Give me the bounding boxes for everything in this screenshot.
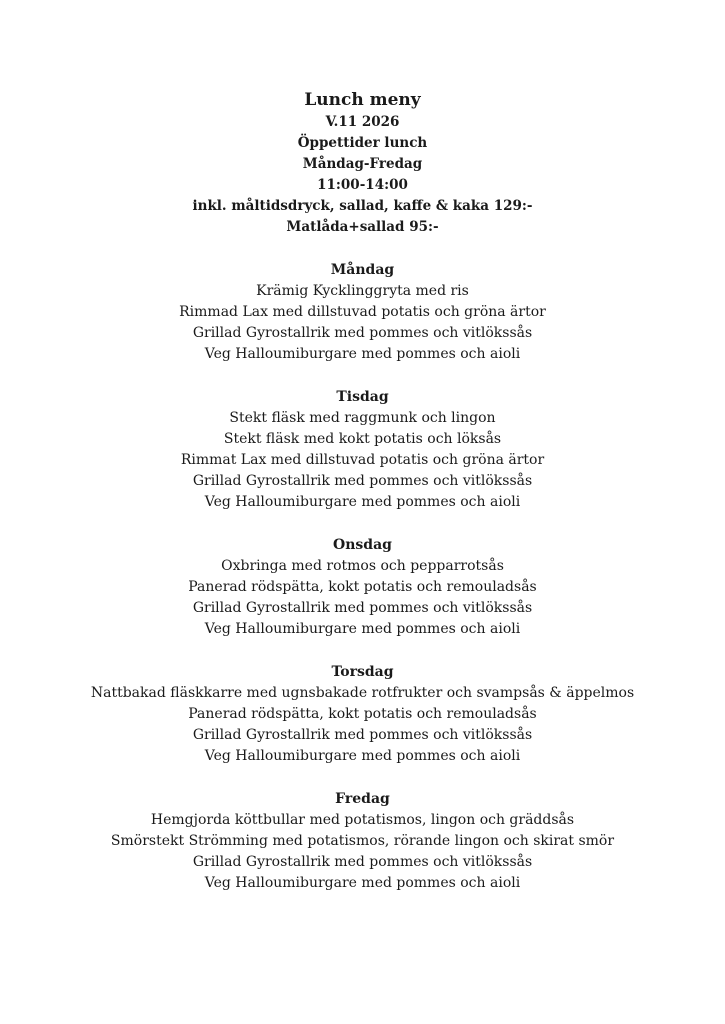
dish: Veg Halloumiburgare med pommes och aioli: [204, 621, 521, 637]
day-heading: Fredag: [335, 791, 390, 807]
day-thursday: [0, 662, 725, 767]
dish: Grillad Gyrostallrik med pommes och vitlökssås: [192, 325, 533, 341]
dish: Panerad rödspätta, kokt potatis och remouladsås: [188, 706, 537, 722]
day-friday: [0, 789, 725, 894]
dish: Rimmat Lax med dillstuvad potatis och gröna ärtor: [180, 452, 545, 468]
dish: Krämig Kycklinggryta med ris: [256, 283, 469, 299]
dish: Rimmad Lax med dillstuvad potatis och gröna ärtor: [179, 304, 546, 320]
dish: Smörstekt Strömming med potatismos, rörande lingon och skirat smör: [110, 833, 615, 849]
opening-days: Måndag-Fredag: [302, 156, 423, 172]
day-tuesday: [0, 387, 725, 513]
dish: Panerad rödspätta, kokt potatis och remouladsås: [188, 579, 537, 595]
day-monday: [0, 260, 725, 365]
lunch-price: inkl. måltidsdryck, sallad, kaffe & kaka 129:-: [192, 198, 533, 214]
dish: Grillad Gyrostallrik med pommes och vitlökssås: [192, 854, 533, 870]
menu-page: [0, 88, 725, 894]
dish: Grillad Gyrostallrik med pommes och vitlökssås: [192, 600, 533, 616]
dish: Stekt fläsk med kokt potatis och löksås: [223, 431, 502, 447]
dish: Nattbakad fläskkarre med ugnsbakade rotfrukter och svampsås & äppelmos: [90, 685, 635, 701]
day-heading: Måndag: [330, 262, 395, 278]
dish: Veg Halloumiburgare med pommes och aioli: [204, 494, 521, 510]
opening-hours-heading: Öppettider lunch: [297, 135, 428, 151]
menu-title: Lunch meny: [304, 90, 421, 110]
dish: Grillad Gyrostallrik med pommes och vitlökssås: [192, 727, 533, 743]
day-heading: Onsdag: [333, 537, 392, 553]
week-label: V.11 2026: [325, 114, 400, 130]
dish: Veg Halloumiburgare med pommes och aioli: [204, 875, 521, 891]
dish: Hemgjorda köttbullar med potatismos, lingon och gräddsås: [150, 812, 575, 828]
dish: Stekt fläsk med raggmunk och lingon: [229, 410, 496, 426]
day-wednesday: [0, 535, 725, 640]
takeaway-price: Matlåda+sallad 95:-: [286, 219, 439, 235]
menu-info: [0, 112, 725, 238]
dish: Oxbringa med rotmos och pepparrotsås: [221, 558, 504, 574]
opening-time: 11:00-14:00: [317, 177, 408, 193]
day-heading: Tisdag: [336, 389, 389, 405]
day-heading: Torsdag: [331, 664, 394, 680]
dish: Veg Halloumiburgare med pommes och aioli: [204, 346, 521, 362]
dish: Grillad Gyrostallrik med pommes och vitlökssås: [192, 473, 533, 489]
dish: Veg Halloumiburgare med pommes och aioli: [204, 748, 521, 764]
